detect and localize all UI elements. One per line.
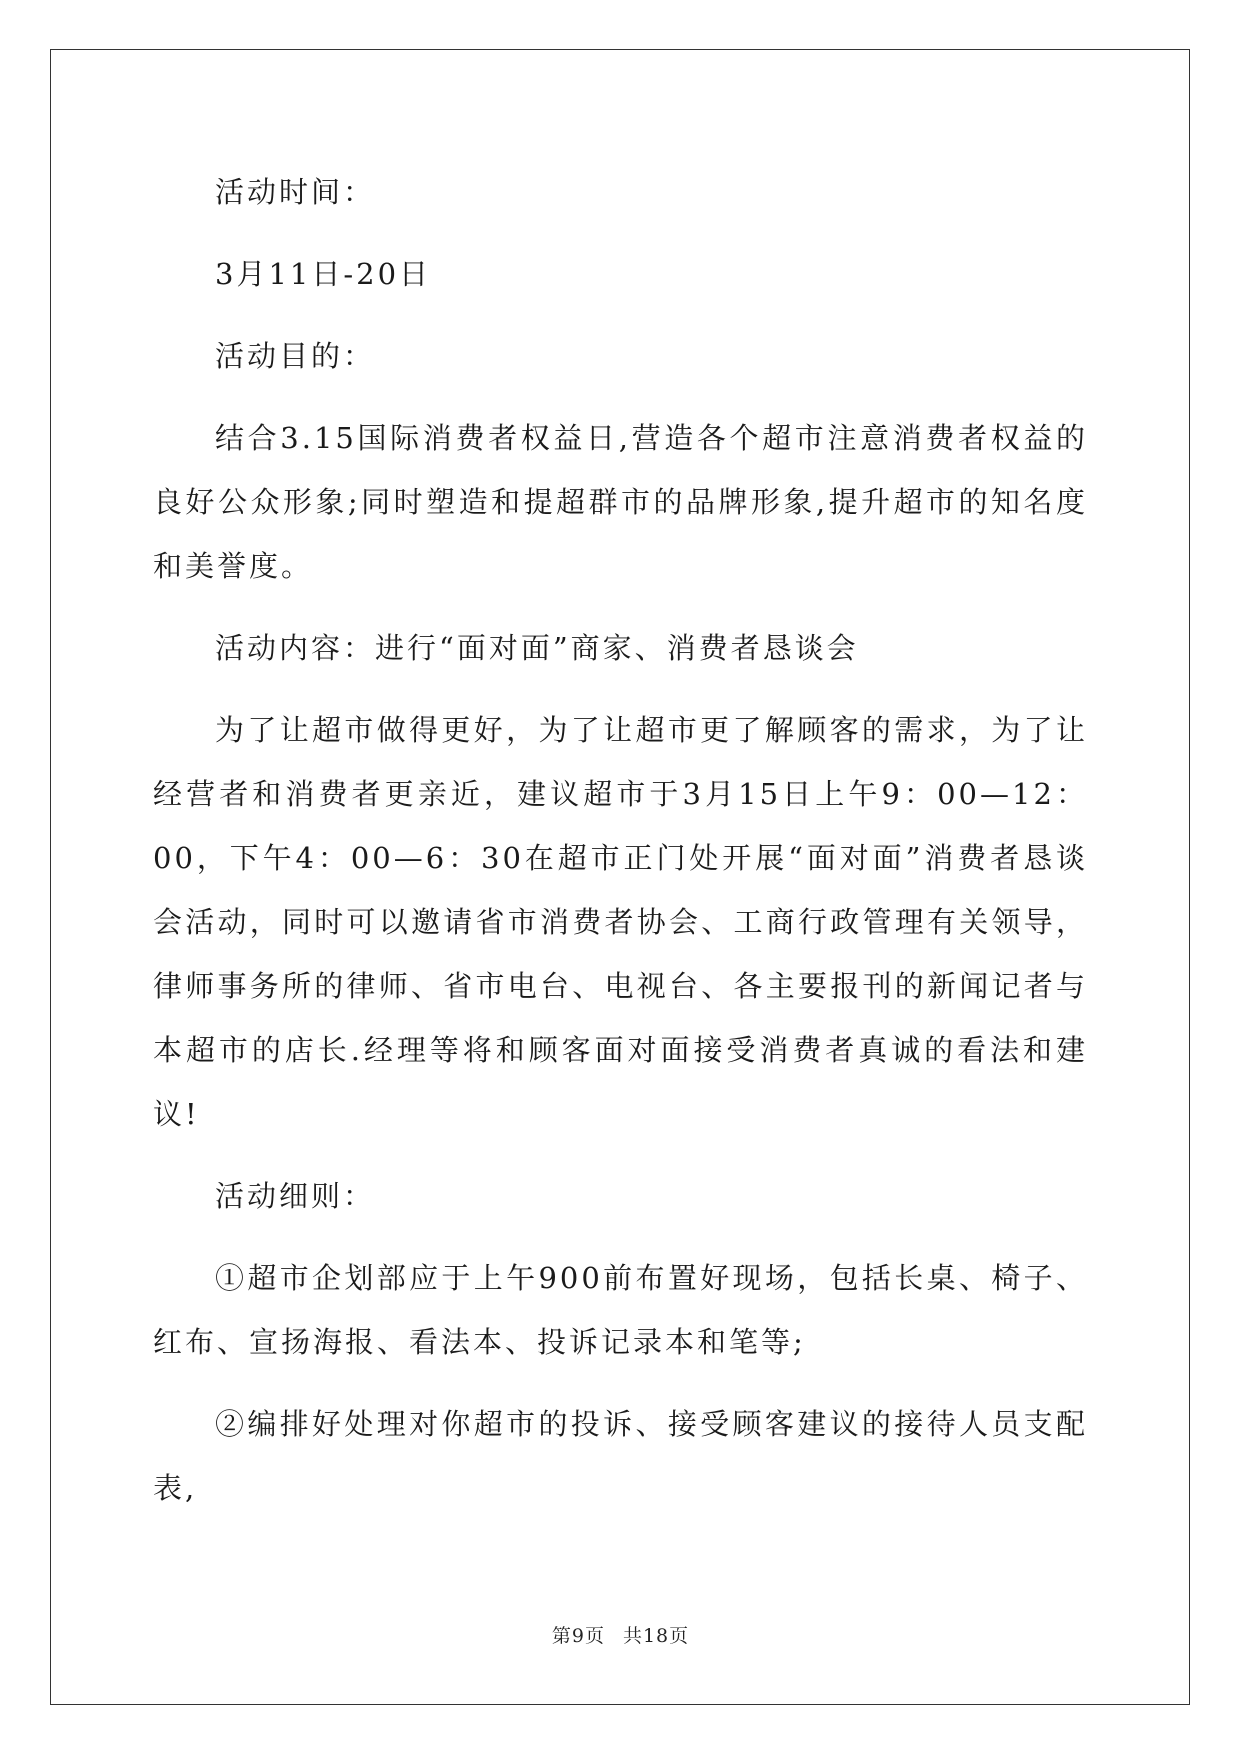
document-body <box>153 160 1088 1520</box>
paragraph-activity-purpose-heading: 活动目的： <box>215 339 376 373</box>
paragraph-rule-1: ①超市企划部应于上午900前布置好现场，包括长桌、椅子、红布、宣扬海报、看法本、投诉记录本和笔等; <box>153 1261 1088 1359</box>
paragraph-activity-content: 为了让超市做得更好，为了让超市更了解顾客的需求，为了让经营者和消费者更亲近，建议超市于3月15日上午9：00—12：00，下午4：00—6：30在超市正门处开展“面对面”消费者恳谈会活动，同时可以邀请省市消费者协会、工商行政管理有关领导，律师事务所的律师、省市电台、电视台、各主要报刊的新闻记者与本超市的店长.经理等将和顾客面对面接受消费者真诚的看法和建议! <box>153 713 1088 1131</box>
page-total: 共18页 <box>622 1625 690 1647</box>
paragraph-activity-rules-heading: 活动细则： <box>215 1179 376 1213</box>
paragraph-activity-time-heading: 活动时间： <box>215 175 376 209</box>
page-number: 第9页 <box>551 1625 605 1647</box>
paragraph-activity-content-heading: 活动内容：进行“面对面”商家、消费者恳谈会 <box>215 631 859 665</box>
paragraph-activity-dates: 3月11日-20日 <box>215 257 432 291</box>
paragraph-rule-2: ②编排好处理对你超市的投诉、接受顾客建议的接待人员支配表, <box>153 1407 1088 1505</box>
page-footer <box>0 1621 1241 1648</box>
paragraph-activity-purpose: 结合3.15国际消费者权益日,营造各个超市注意消费者权益的良好公众形象;同时塑造和提超群市的品牌形象,提升超市的知名度和美誉度。 <box>153 421 1088 583</box>
